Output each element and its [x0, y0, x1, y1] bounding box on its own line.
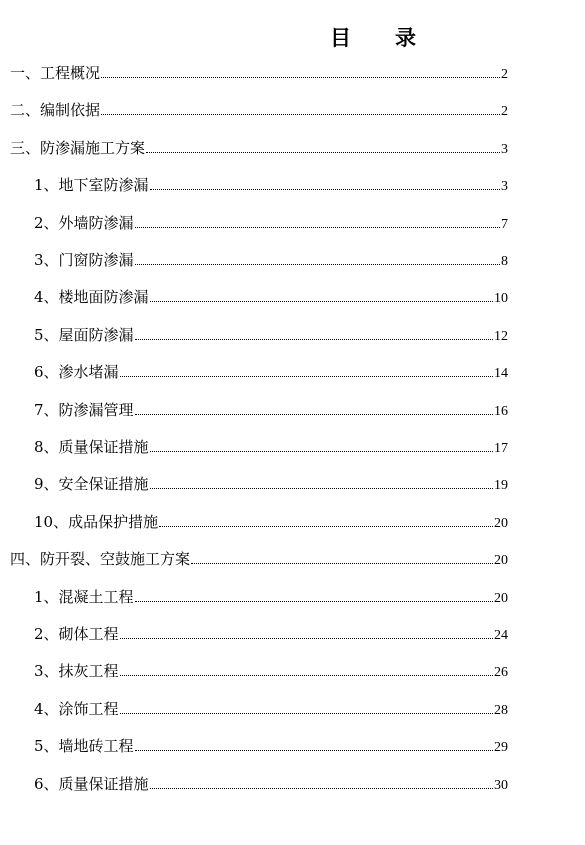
- toc-entry-label: 6、质量保证措施: [34, 775, 149, 793]
- dot-leader: [135, 338, 493, 340]
- toc-entry[interactable]: [34, 435, 508, 457]
- toc-entry-label: 2、砌体工程: [34, 625, 119, 643]
- toc-entry[interactable]: [34, 211, 508, 233]
- toc-entry-page-number: 28: [494, 703, 508, 718]
- toc-entry-page-number: 10: [494, 291, 508, 306]
- toc-entry[interactable]: [34, 248, 508, 270]
- title-char-2: 录: [395, 25, 416, 50]
- toc-entry-label: 一、工程概况: [10, 64, 101, 82]
- dot-leader: [101, 113, 500, 115]
- dot-leader: [135, 600, 493, 602]
- toc-entry-label: 4、涂饰工程: [34, 700, 119, 718]
- toc-entry[interactable]: [34, 173, 508, 195]
- dot-leader: [191, 562, 493, 564]
- toc-entry[interactable]: [34, 360, 508, 382]
- toc-entry-label: 6、渗水堵漏: [34, 363, 119, 381]
- toc-entry-label: 7、防渗漏管理: [34, 401, 134, 419]
- toc-entry-page-number: 20: [494, 516, 508, 531]
- dot-leader: [101, 76, 500, 78]
- toc-entry-page-number: 19: [494, 478, 508, 493]
- dot-leader: [150, 450, 493, 452]
- dot-leader: [150, 300, 493, 302]
- toc-entry[interactable]: [34, 472, 508, 494]
- dot-leader: [135, 263, 500, 265]
- toc-entry-page-number: 2: [501, 67, 508, 82]
- toc-entry[interactable]: [34, 659, 508, 681]
- toc-entry-label: 1、地下室防渗漏: [34, 176, 149, 194]
- dot-leader: [120, 637, 493, 639]
- toc-entry-label: 8、质量保证措施: [34, 438, 149, 456]
- toc-entry[interactable]: [34, 697, 508, 719]
- dot-leader: [120, 375, 493, 377]
- toc-entry-page-number: 26: [494, 665, 508, 680]
- toc-entry[interactable]: [34, 510, 508, 532]
- toc-entry-page-number: 17: [494, 441, 508, 456]
- toc-entry-label: 1、混凝土工程: [34, 588, 134, 606]
- toc-entry[interactable]: [10, 547, 508, 569]
- toc-entry[interactable]: [34, 585, 508, 607]
- toc-entry-page-number: 3: [501, 179, 508, 194]
- dot-leader: [146, 151, 500, 153]
- toc-entry[interactable]: [34, 323, 508, 345]
- toc-entry-label: 10、成品保护措施: [34, 513, 159, 531]
- toc-entry-label: 四、防开裂、空鼓施工方案: [10, 550, 191, 568]
- toc-entry-page-number: 20: [494, 591, 508, 606]
- toc-entry-page-number: 12: [494, 329, 508, 344]
- toc-entry-page-number: 16: [494, 404, 508, 419]
- title-char-1: 目: [330, 25, 351, 50]
- dot-leader: [150, 188, 500, 190]
- dot-leader: [135, 749, 493, 751]
- toc-entry-page-number: 29: [494, 740, 508, 755]
- toc-entry-label: 二、编制依据: [10, 101, 101, 119]
- dot-leader: [159, 525, 493, 527]
- dot-leader: [150, 487, 493, 489]
- page-title: [330, 22, 416, 52]
- toc-entry[interactable]: [10, 136, 508, 158]
- toc-entry-label: 5、墙地砖工程: [34, 737, 134, 755]
- dot-leader: [150, 787, 493, 789]
- toc-entry-page-number: 3: [501, 142, 508, 157]
- toc-entry-label: 4、楼地面防渗漏: [34, 288, 149, 306]
- toc-entry-page-number: 24: [494, 628, 508, 643]
- toc-entry[interactable]: [34, 772, 508, 794]
- dot-leader: [135, 226, 500, 228]
- dot-leader: [135, 413, 493, 415]
- toc-entry[interactable]: [34, 622, 508, 644]
- toc-entry[interactable]: [34, 398, 508, 420]
- toc-entry-label: 三、防渗漏施工方案: [10, 139, 146, 157]
- toc-entry[interactable]: [10, 98, 508, 120]
- toc-entry-label: 5、屋面防渗漏: [34, 326, 134, 344]
- toc-entry[interactable]: [34, 734, 508, 756]
- toc-entry-page-number: 2: [501, 104, 508, 119]
- toc-entry-page-number: 7: [501, 217, 508, 232]
- dot-leader: [120, 674, 493, 676]
- toc-entry-label: 3、门窗防渗漏: [34, 251, 134, 269]
- toc-entry-label: 9、安全保证措施: [34, 475, 149, 493]
- toc-entry-page-number: 14: [494, 366, 508, 381]
- toc-entry-page-number: 8: [501, 254, 508, 269]
- toc-entry-label: 3、抹灰工程: [34, 662, 119, 680]
- toc-entry-label: 2、外墙防渗漏: [34, 214, 134, 232]
- toc-entry[interactable]: [34, 285, 508, 307]
- toc-entry-page-number: 30: [494, 778, 508, 793]
- toc-entry-page-number: 20: [494, 553, 508, 568]
- dot-leader: [120, 712, 493, 714]
- toc-entry[interactable]: [10, 61, 508, 83]
